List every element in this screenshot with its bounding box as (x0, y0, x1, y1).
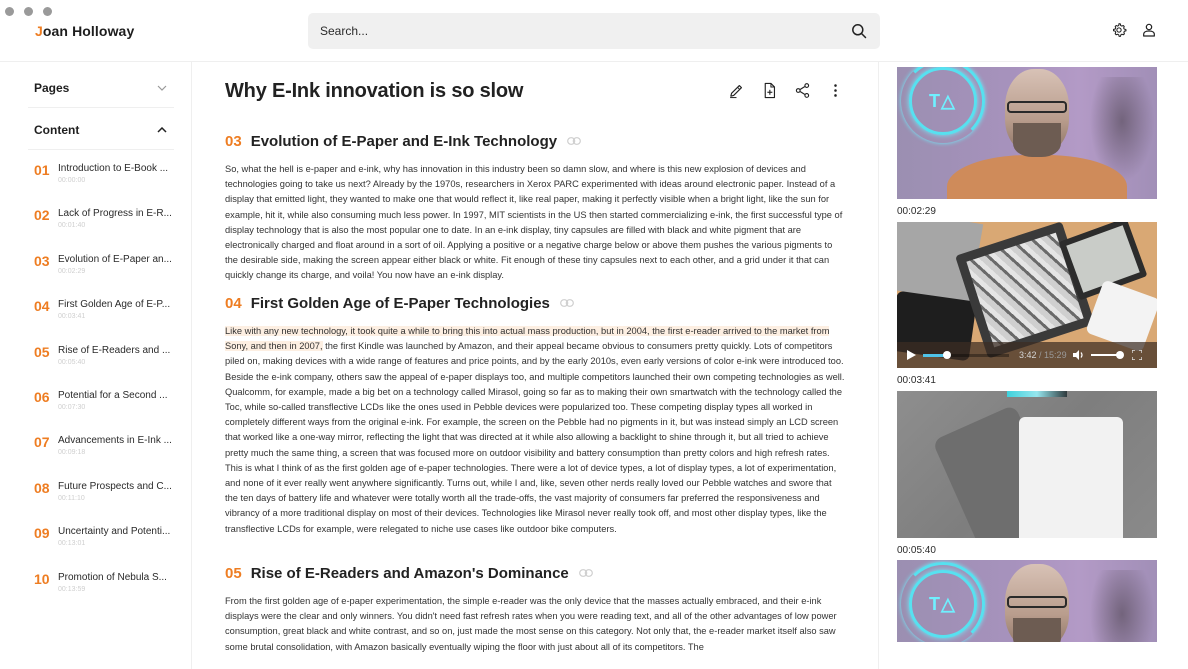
device-shape (1019, 417, 1123, 538)
toc-item-02[interactable] (34, 207, 184, 252)
seek-bar[interactable] (923, 354, 1009, 357)
section-title: Evolution of E-Paper and E-Ink Technology (250, 132, 558, 150)
section-title: First Golden Age of E-Paper Technologies (250, 294, 550, 312)
section-heading (225, 292, 845, 314)
toc-title: Lack of Progress in E-R... (58, 208, 172, 220)
section-04 (225, 292, 845, 537)
toc-number: 07 (34, 434, 50, 451)
video-clip-4[interactable] (897, 560, 1157, 642)
search-icon[interactable] (850, 22, 868, 40)
content-section-toggle[interactable] (28, 110, 174, 150)
section-paragraph: From the first golden age of e-paper experimentation, the simple e-reader was the only device that the masses actually embraced, and their e-ink displays were the clear and only winners. You didn't need fast refresh rates when you were reading text, and all of the other advantages of low power consumption, great black and white contrast, and so on, just made the most sense on this category. Not only that, the e-reader market itself also saw some brutal consolidation, with Amazon basically eventually wiping the floor with just about all of its competitors. The (225, 596, 837, 652)
video-thumbnail[interactable] (897, 67, 1157, 199)
toc-timestamp: 00:13:01 (58, 540, 86, 548)
toc-title: Rise of E-Readers and ... (58, 344, 171, 356)
pages-label: Pages (34, 80, 70, 95)
toc-number: 04 (34, 298, 50, 315)
section-05 (225, 562, 845, 655)
current-time: 3:42 (1019, 350, 1037, 360)
toc-number: 06 (34, 388, 50, 405)
time-separator: / (1036, 350, 1045, 360)
toc-timestamp: 00:05:40 (58, 358, 86, 366)
toc-item-08[interactable] (34, 480, 184, 525)
toc-title: Advancements in E-Ink ... (58, 435, 172, 447)
video-clip-2[interactable] (897, 222, 1157, 386)
section-03 (225, 130, 845, 284)
toc-number: 09 (34, 525, 50, 542)
brand-first-letter: J (35, 23, 43, 39)
section-number: 03 (225, 132, 242, 150)
more-vertical-icon[interactable] (826, 81, 844, 99)
user-icon[interactable] (1140, 21, 1157, 38)
search-bar (308, 13, 880, 49)
share-icon[interactable] (793, 81, 811, 99)
paragraph-text: the first Kindle was launched by Amazon, and their appeal became obvious to consumers pretty quickly. Lots of competitors piled on, making devices with a wide range of features and price points, and by the early 2010s, even early versions of color e-ink were introduced too. Beside the e-ink company, others saw the appeal of e-paper displays too, and multiple competitors launched their own competing technologies as well. Qualcomm, for example, made a big bet on a technology called Mirasol, going so far as to making their own smartwatch with the technology called the Toc, while so-called transflective LCDs like the ones used in Pebble devices were popularized too. These competing display types all worked in completely different ways from the original e-ink. For example, the screen on the Pebble had no pigments in it, but was instead simply an LCD screen that worked like a one-way mirror, reflecting the light that was directed at it while also allowing a backlight to shine through it, but all tried to achieve pretty much the same thing, a screen that was focused more on outdoor visibility and battery consumption than pretty colors and high refresh rates. This is what I think of as the first golden age of e-paper technologies. There were a lot of device types, a lot of display types, a lot of experimentation, and none of it ever really went anywhere significantly. Turns out, while I and, like, seven other nerds really loved our Pebble watches and swore that the ten days of battery life and whatever were totally worth all the trade-offs, the vast majority of consumers far preferred the responsiveness and vibrancy of a more traditional display on most of their devices. Technologies like Mirasol never really took off, and most other display types, like the transflective LCDs for example, were relegated to niche use cases like outdoor bike computers. (225, 341, 845, 534)
toc-item-10[interactable] (34, 571, 184, 616)
toc-timestamp: 00:11:10 (58, 494, 85, 502)
main-content (193, 62, 877, 669)
toc-item-07[interactable] (34, 434, 184, 479)
brand-rest: oan Holloway (42, 23, 135, 39)
video-timestamp: 00:05:40 (897, 545, 936, 556)
link-icon[interactable] (579, 568, 593, 578)
scene-strip (1007, 391, 1067, 397)
presenter-glasses (1007, 596, 1067, 608)
toc-timestamp: 00:07:30 (58, 403, 86, 411)
neon-logo: T△ (929, 594, 956, 614)
neon-logo: T△ (929, 91, 956, 111)
section-heading (225, 130, 845, 152)
brand-name[interactable] (35, 23, 134, 39)
toc-number: 01 (34, 162, 50, 178)
link-icon[interactable] (567, 136, 581, 146)
section-number: 05 (225, 564, 242, 582)
video-player[interactable] (897, 222, 1157, 368)
fullscreen-icon[interactable] (1131, 349, 1143, 361)
presenter-glasses (1007, 101, 1067, 113)
gear-icon[interactable] (1110, 21, 1127, 38)
link-icon[interactable] (560, 298, 574, 308)
toc-title: Uncertainty and Potenti... (58, 526, 171, 538)
video-timestamp: 00:02:29 (897, 206, 936, 217)
toc-title: Potential for a Second ... (58, 389, 168, 401)
player-controls (897, 342, 1157, 368)
time-display (1019, 350, 1067, 360)
header (0, 0, 1188, 62)
presenter-beard (1013, 123, 1061, 157)
section-title: Rise of E-Readers and Amazon's Dominance (250, 564, 569, 582)
toc-number: 02 (34, 207, 50, 224)
pages-section-toggle[interactable] (28, 68, 174, 108)
chevron-down-icon (156, 82, 168, 94)
volume-slider[interactable] (1091, 354, 1121, 356)
toc-timestamp: 00:03:41 (58, 313, 86, 321)
toc-number: 05 (34, 343, 50, 360)
section-heading (225, 562, 845, 584)
toc-title: Evolution of E-Paper an... (58, 253, 172, 265)
toc-number: 03 (34, 252, 50, 269)
sidebar (0, 62, 192, 669)
toc-item-05[interactable] (34, 344, 184, 389)
toc-title: Future Prospects and C... (58, 480, 172, 492)
toc-timestamp: 00:09:18 (58, 449, 86, 457)
video-clip-1[interactable] (897, 67, 1157, 217)
video-clip-3[interactable] (897, 391, 1157, 556)
toc-item-03[interactable] (34, 253, 184, 298)
seek-handle[interactable] (943, 351, 951, 359)
add-document-icon[interactable] (760, 81, 778, 99)
video-timestamp: 00:03:41 (897, 375, 936, 386)
toc-title: Introduction to E-Book ... (58, 163, 169, 174)
toc-item-04[interactable] (34, 298, 184, 343)
content-label: Content (34, 122, 80, 137)
video-thumbnail[interactable] (897, 391, 1157, 538)
toc-timestamp: 00:00:00 (58, 177, 86, 184)
section-paragraph (225, 324, 845, 537)
chevron-up-icon (156, 124, 168, 136)
toc-timestamp: 00:13:59 (58, 585, 86, 593)
plant-shape (1087, 570, 1157, 642)
highlighted-passage[interactable]: Like with any new technology, it took quite a while to bring this into actual mass production, but in 2004, the first e-reader arrived to the market from Sony, and then in 2007, (225, 326, 830, 352)
search-input[interactable] (320, 24, 850, 38)
toc-item-06[interactable] (34, 389, 184, 434)
video-clips-panel (878, 62, 1188, 669)
toc-number: 10 (34, 570, 50, 587)
video-thumbnail[interactable] (897, 560, 1157, 642)
section-paragraph: So, what the hell is e-paper and e-ink, why has innovation in this industry been so damn slow, and where is this new explosion of devices and technologies going to take us next? Already by the 1970s, researchers in Xerox PARC experimented with ideas around electronic paper. Instead of a display that emitted light, they wanted to make one that would reflect it, like real paper, making it perfectly visible when a bright light, like the sun for example, hit it, while also consuming much less power. In 1997, MIT scientists in the US then started commercializing e-ink, the first successful type of display technology that is also the most popular one to date. In an e-ink display, tiny capsules are filled with black and white pigment that are electronically charged and float around in a sort of oil. Applying a positive or a negative charge below or above them pushes the various pigments to the desirable side, making the screen appear either black or white. Fit enough of these tiny capsules next to each other, and a grid under it that can quickly change its charge, and voila! You now have an e-ink display. (225, 164, 843, 281)
table-of-contents (34, 162, 184, 616)
toc-item-01[interactable] (34, 162, 184, 207)
toc-title: First Golden Age of E-P... (58, 299, 171, 311)
play-icon[interactable] (905, 349, 917, 361)
presenter-beard (1013, 618, 1061, 642)
toc-item-09[interactable] (34, 525, 184, 570)
duration: 15:29 (1044, 350, 1067, 360)
header-actions (1110, 21, 1157, 38)
toc-timestamp: 00:02:29 (58, 267, 86, 275)
edit-icon[interactable] (727, 81, 745, 99)
toc-title: Promotion of Nebula S... (58, 571, 167, 583)
toc-number: 08 (34, 479, 50, 496)
page-title: Why E-Ink innovation is so slow (225, 80, 524, 102)
volume-icon[interactable] (1073, 349, 1085, 361)
section-number: 04 (225, 294, 242, 312)
document-toolbar (727, 81, 844, 99)
toc-timestamp: 00:01:40 (58, 222, 86, 230)
